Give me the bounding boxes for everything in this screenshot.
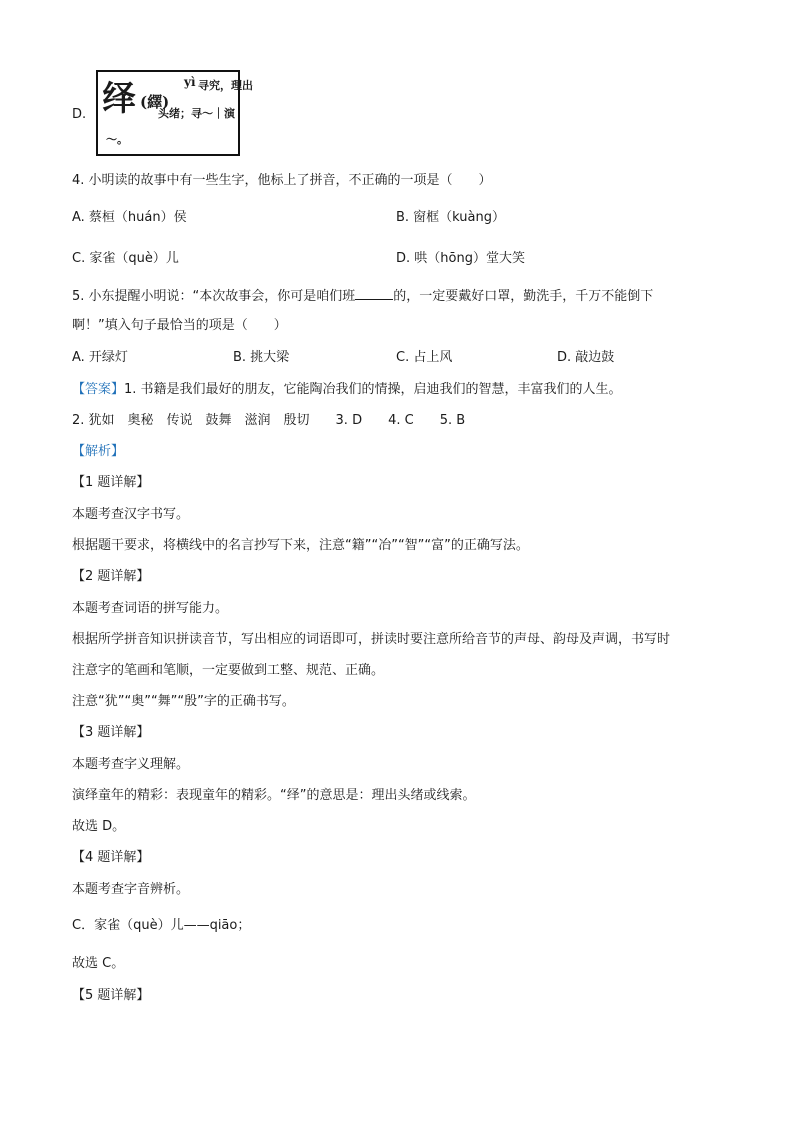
section-4-line: 故选 C。 [72, 956, 125, 971]
q5-stem-line2: 啊！”填入句子最恰当的项是（ ） [72, 318, 287, 333]
q4-option-c: C. 家雀（què）儿 [72, 251, 179, 266]
section-1-header: 【1 题详解】 [72, 475, 150, 490]
q5-option-c: C. 占上风 [396, 350, 453, 365]
answer-text1: 1. 书籍是我们最好的朋友，它能陶冶我们的情操，启迪我们的智慧，丰富我们的人生。 [124, 382, 622, 397]
dict-text-line2: 头绪；寻～｜演 [158, 107, 235, 120]
answer-line2: 2. 犹如 奥秘 传说 鼓舞 滋润 殷切 3. D 4. C 5. B [72, 413, 466, 428]
analysis-tag: 【解析】 [72, 444, 125, 459]
q4-option-b: B. 窗框（kuàng） [396, 210, 506, 225]
dictionary-entry-image [96, 70, 253, 156]
section-2-line: 注意字的笔画和笔顺，一定要做到工整、规范、正确。 [72, 663, 385, 678]
section-3-line: 本题考查字义理解。 [72, 757, 190, 772]
section-3-header: 【3 题详解】 [72, 725, 150, 740]
q4-stem: 4. 小明读的故事中有一些生字，他标上了拼音，不正确的一项是（ ） [72, 173, 492, 188]
section-4-line: 本题考查字音辨析。 [72, 882, 190, 897]
dict-pinyin: yì [184, 75, 196, 89]
dict-big-char: 绎 [102, 79, 136, 119]
section-2-line: 本题考查词语的拼写能力。 [72, 601, 229, 616]
section-3-line: 故选 D。 [72, 819, 126, 834]
q5-stem-part2: 的，一定要戴好口罩，勤洗手，千万不能倒下 [393, 289, 654, 304]
section-2-line: 根据所学拼音知识拼读音节，写出相应的词语即可，拼读时要注意所给音节的声母、韵母及声调，书写时 [72, 632, 671, 647]
section-4-line: C．家雀（què）儿——qiāo； [72, 918, 251, 933]
q5-option-b: B. 挑大梁 [233, 350, 290, 365]
q5-stem-line1 [72, 287, 653, 306]
q5-option-d: D. 敲边鼓 [557, 350, 615, 365]
q5-stem-part1: 5. 小东提醒小明说：“本次故事会，你可是咱们班 [72, 289, 356, 304]
section-5-header: 【5 题详解】 [72, 988, 150, 1003]
dict-paren-char: (繹) [140, 93, 170, 111]
dict-text-line3: ～。 [106, 133, 128, 146]
q4-option-a: A. 蔡桓（huán）侯 [72, 210, 187, 225]
q4-option-d: D. 哄（hōng）堂大笑 [396, 251, 525, 266]
section-4-header: 【4 题详解】 [72, 850, 150, 865]
section-1-line: 本题考查汉字书写。 [72, 507, 190, 522]
section-3-line: 演绎童年的精彩：表现童年的精彩。“绎”的意思是：理出头绪或线索。 [72, 788, 476, 803]
q5-blank [355, 287, 393, 300]
answer-tag: 【答案】 [72, 382, 125, 397]
q5-option-a: A. 开绿灯 [72, 350, 128, 365]
option-d-label: D. [72, 107, 87, 122]
answer-line1 [72, 381, 622, 399]
section-2-header: 【2 题详解】 [72, 569, 150, 584]
dict-text-line1: 寻究，理出 [198, 79, 253, 92]
section-1-line: 根据题干要求，将横线中的名言抄写下来，注意“籍”“冶”“智”“富”的正确写法。 [72, 538, 529, 553]
section-2-line: 注意“犹”“奥”“舞”“殷”字的正确书写。 [72, 694, 295, 709]
